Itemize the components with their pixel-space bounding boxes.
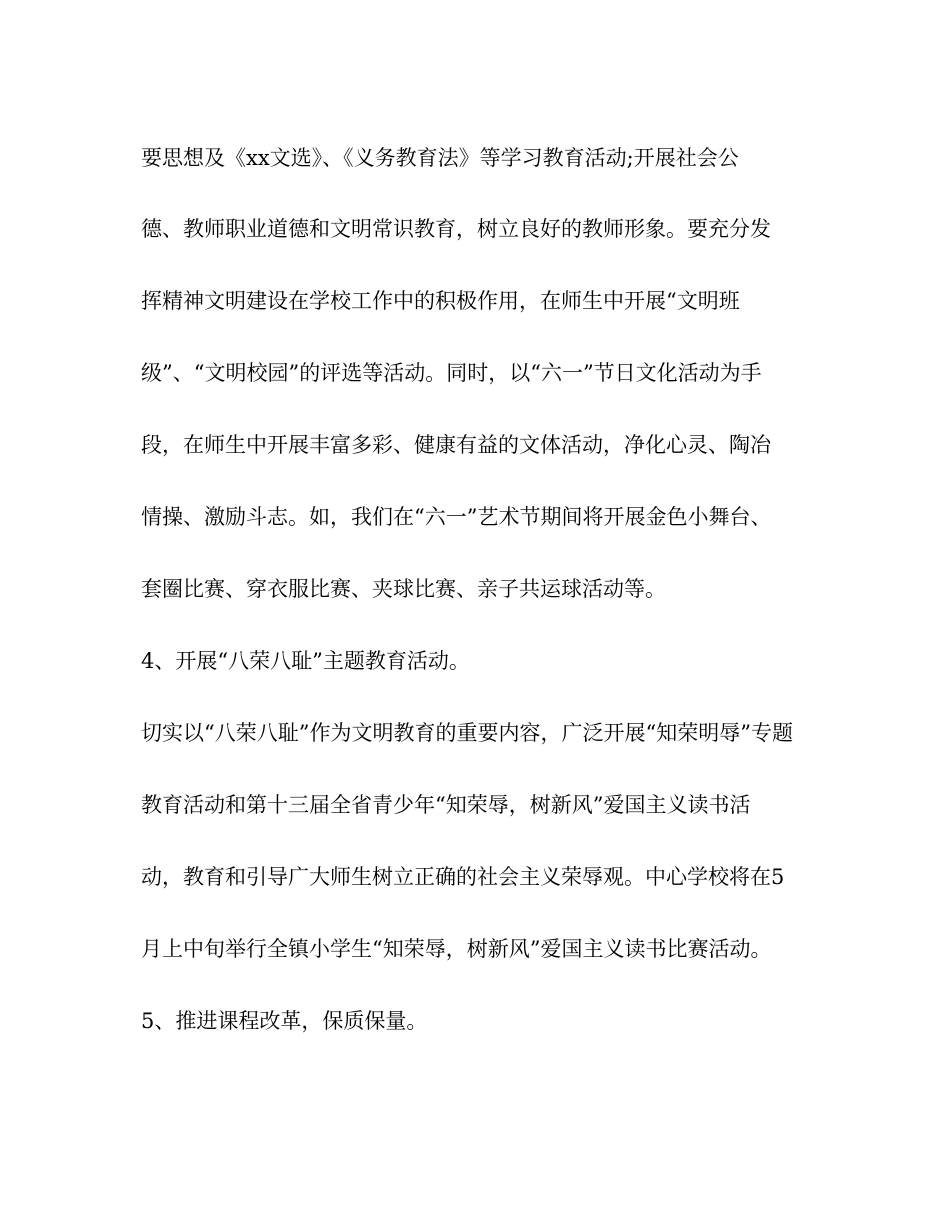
text-line: 月上中旬举行全镇小学生“知荣辱，树新风”爱国主义读书比赛活动。 <box>141 937 772 961</box>
text-line: 段，在师生中开展丰富多彩、健康有益的文体活动，净化心灵、陶冶 <box>141 433 771 457</box>
section-heading: 4、开展“八荣八耻”主题教育活动。 <box>141 649 470 673</box>
text-line: 级”、“文明校园”的评选等活动。同时，以“六一”节日文化活动为手 <box>141 361 762 385</box>
text-line: 情操、激励斗志。如，我们在“六一”艺术节期间将开展金色小舞台、 <box>141 505 772 529</box>
text-line: 切实以“八荣八耻”作为文明教育的重要内容，广泛开展“知荣明辱”专题 <box>141 721 793 745</box>
section-heading: 5、推进课程改革，保质保量。 <box>141 1009 428 1033</box>
text-line: 挥精神文明建设在学校工作中的积极作用，在师生中开展“文明班 <box>141 289 740 313</box>
text-line: 套圈比赛、穿衣服比赛、夹球比赛、亲子共运球活动等。 <box>141 577 666 601</box>
text-line: 德、教师职业道德和文明常识教育，树立良好的教师形象。要充分发 <box>141 217 771 241</box>
text-line: 教育活动和第十三届全省青少年“知荣辱，树新风”爱国主义读书活 <box>141 793 751 817</box>
text-line: 动，教育和引导广大师生树立正确的社会主义荣辱观。中心学校将在5 <box>141 865 785 889</box>
text-line: 要思想及《xx文选》、《义务教育法》等学习教育活动;开展社会公 <box>141 146 739 170</box>
